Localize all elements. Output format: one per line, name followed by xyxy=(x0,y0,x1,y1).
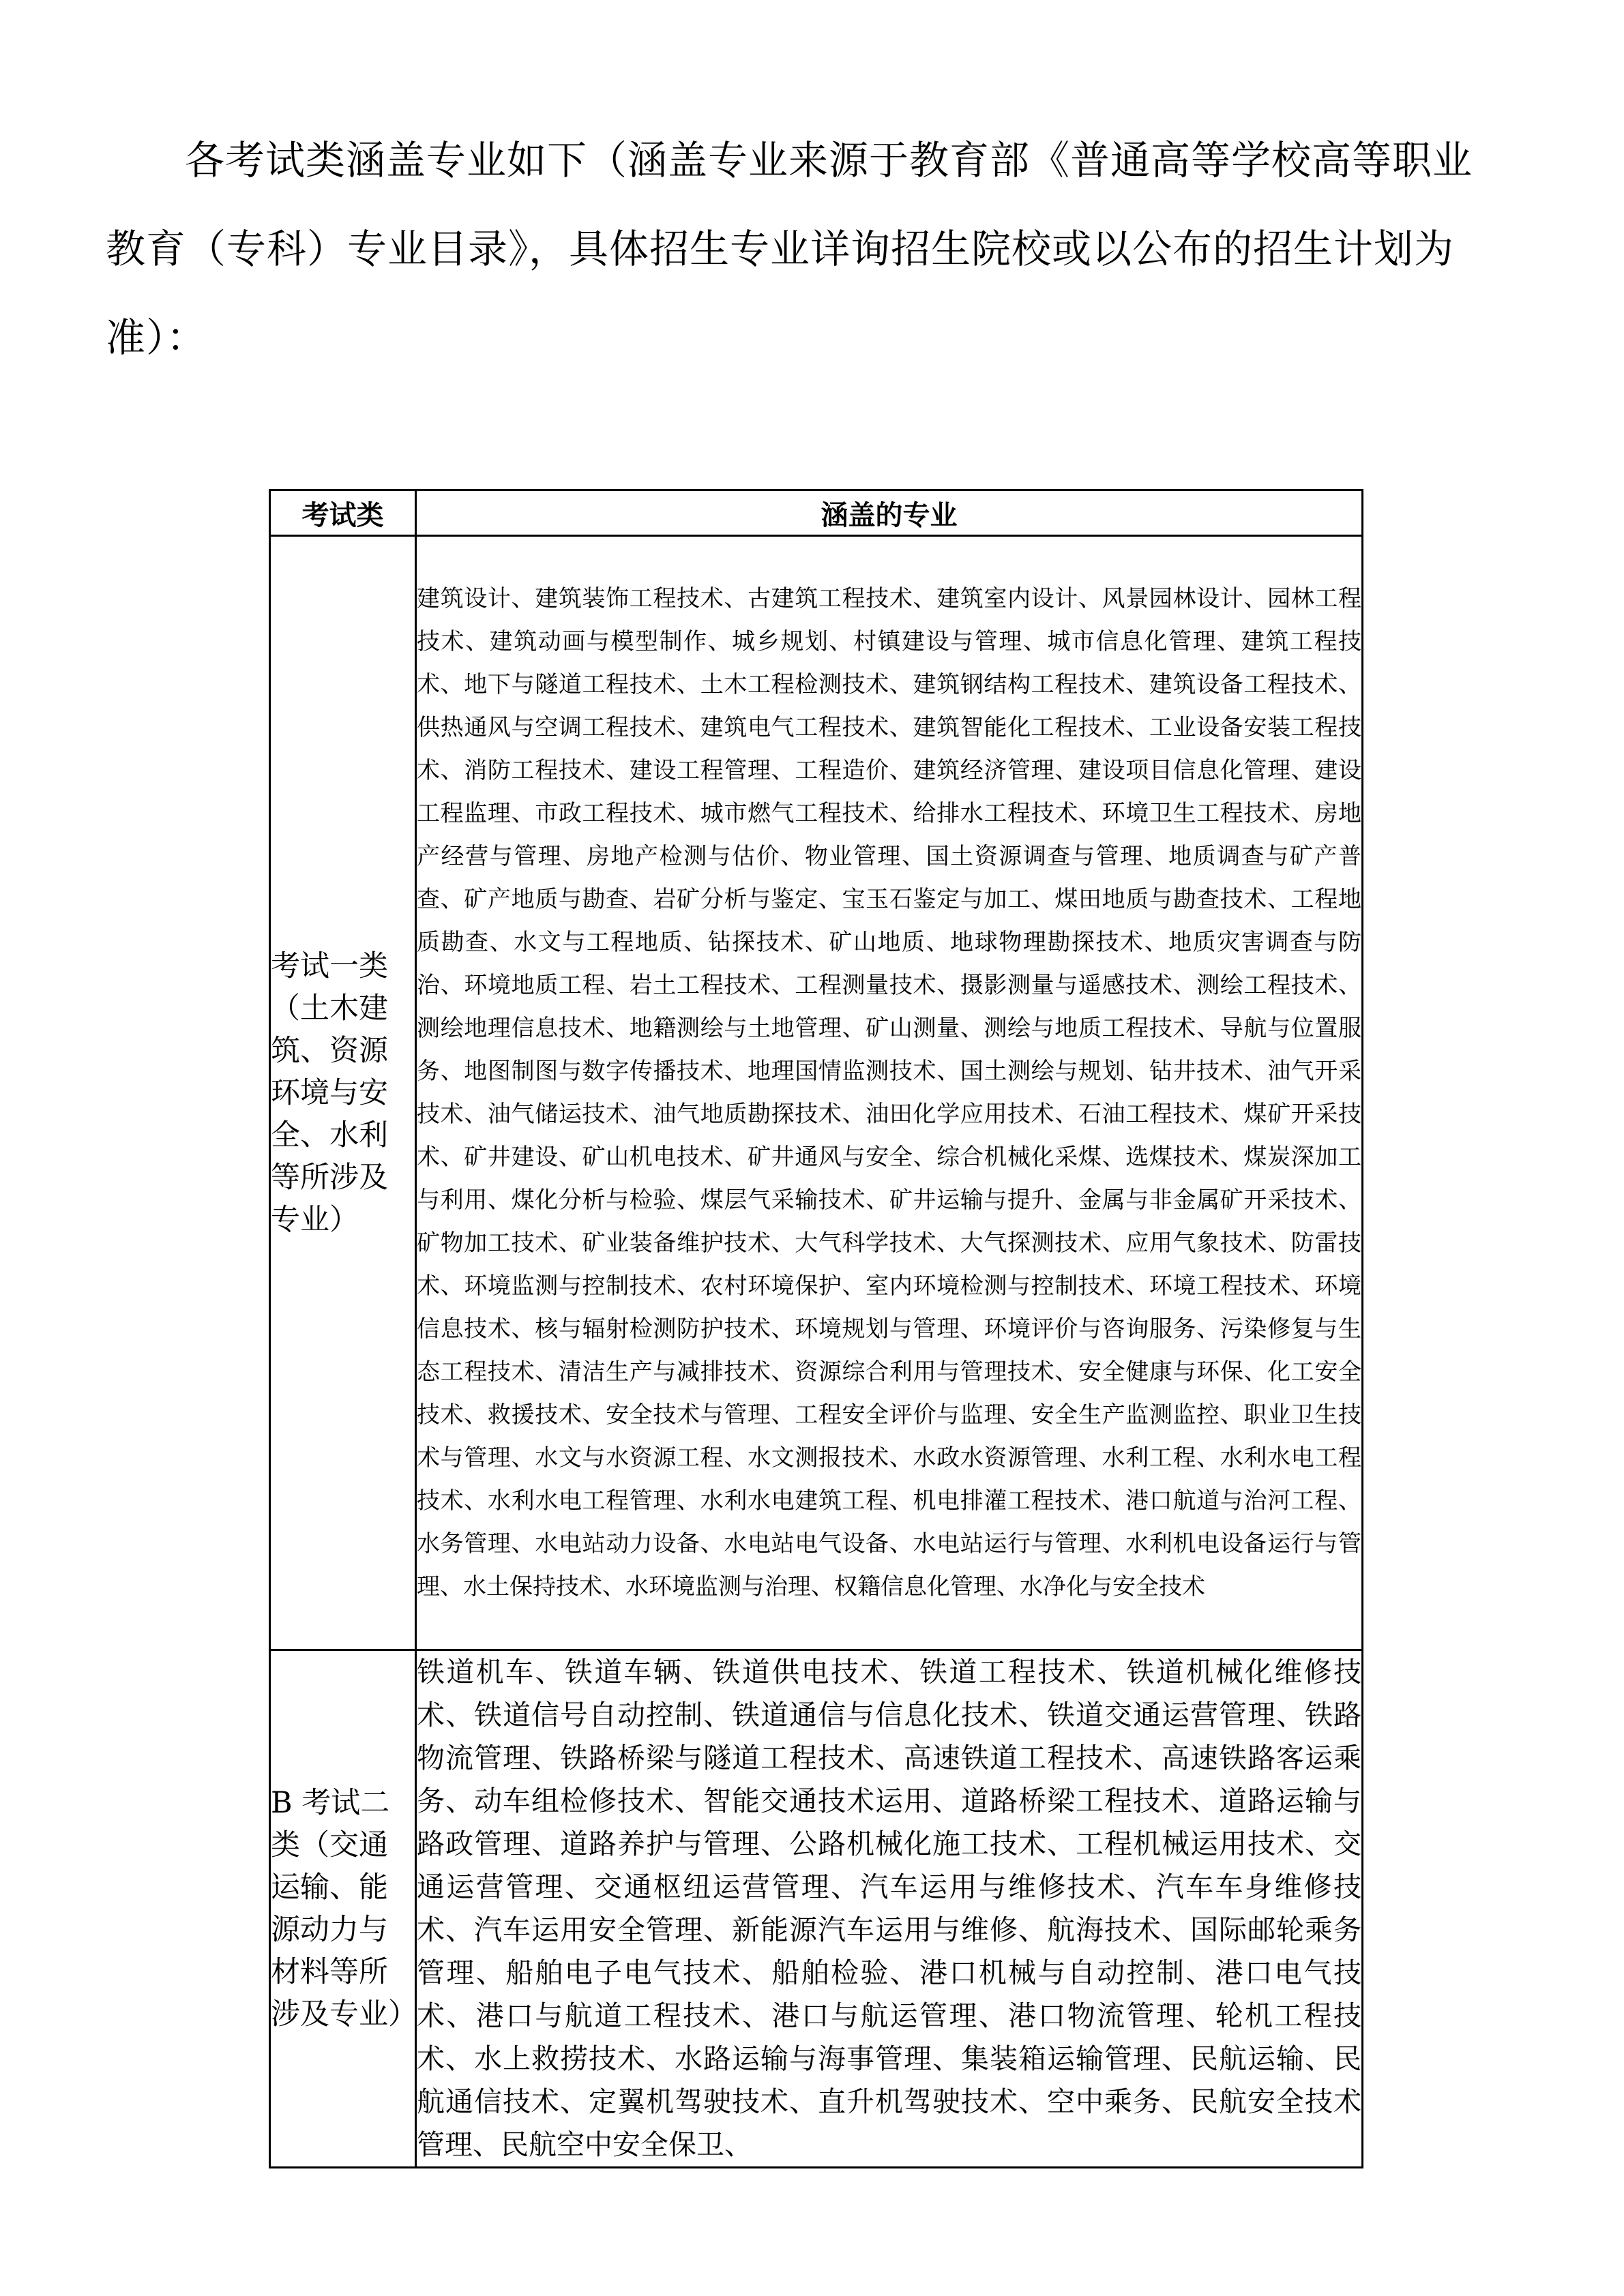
majors-table-container xyxy=(269,489,1361,2168)
table-row xyxy=(270,1650,1363,2168)
majors-table xyxy=(269,489,1363,2168)
table-header-row xyxy=(270,490,1363,536)
exam-category-cell: B 考试二类（交通运输、能源动力与材料等所涉及专业） xyxy=(270,1650,416,2168)
intro-paragraph: 各考试类涵盖专业如下（涵盖专业来源于教育部《普通高等学校高等职业教育（专科）专业目录》，具体招生专业详询招生院校或以公布的招生计划为准）： xyxy=(106,137,1473,361)
header-covered-majors: 涵盖的专业 xyxy=(416,490,1363,536)
majors-list-cell: 建筑设计、建筑装饰工程技术、古建筑工程技术、建筑室内设计、风景园林设计、园林工程技术、建筑动画与模型制作、城乡规划、村镇建设与管理、城市信息化管理、建筑工程技术、地下与隧道工程技术、土木工程检测技术、建筑钢结构工程技术、建筑设备工程技术、供热通风与空调工程技术、建筑电气工程技术、建筑智能化工程技术、工业设备安装工程技术、消防工程技术、建设工程管理、工程造价、建筑经济管理、建设项目信息化管理、建设工程监理、市政工程技术、城市燃气工程技术、给排水工程技术、环境卫生工程技术、房地产经营与管理、房地产检测与估价、物业管理、国土资源调查与管理、地质调查与矿产普查、矿产地质与勘查、岩矿分析与鉴定、宝玉石鉴定与加工、煤田地质与勘查技术、工程地质勘查、水文与工程地质、钻探技术、矿山地质、地球物理勘探技术、地质灾害调查与防治、环境地质工程、岩土工程技术、工程测量技术、摄影测量与遥感技术、测绘工程技术、测绘地理信息技术、地籍测绘与土地管理、矿山测量、测绘与地质工程技术、导航与位置服务、地图制图与数字传播技术、地理国情监测技术、国土测绘与规划、钻井技术、油气开采技术、油气储运技术、油气地质勘探技术、油田化学应用技术、石油工程技术、煤矿开采技术、矿井建设、矿山机电技术、矿井通风与安全、综合机械化采煤、选煤技术、煤炭深加工与利用、煤化分析与检验、煤层气采输技术、矿井运输与提升、金属与非金属矿开采技术、矿物加工技术、矿业装备维护技术、大气科学技术、大气探测技术、应用气象技术、防雷技术、环境监测与控制技术、农村环境保护、室内环境检测与控制技术、环境工程技术、环境信息技术、核与辐射检测防护技术、环境规划与管理、环境评价与咨询服务、污染修复与生态工程技术、清洁生产与减排技术、资源综合利用与管理技术、安全健康与环保、化工安全技术、救援技术、安全技术与管理、工程安全评价与监理、安全生产监测监控、职业卫生技术与管理、水文与水资源工程、水文测报技术、水政水资源管理、水利工程、水利水电工程技术、水利水电工程管理、水利水电建筑工程、机电排灌工程技术、港口航道与治河工程、水务管理、水电站动力设备、水电站电气设备、水电站运行与管理、水利机电设备运行与管理、水土保持技术、水环境监测与治理、权籍信息化管理、水净化与安全技术 xyxy=(416,536,1363,1650)
majors-list-cell: 铁道机车、铁道车辆、铁道供电技术、铁道工程技术、铁道机械化维修技术、铁道信号自动控制、铁道通信与信息化技术、铁道交通运营管理、铁路物流管理、铁路桥梁与隧道工程技术、高速铁道工程技术、高速铁路客运乘务、动车组检修技术、智能交通技术运用、道路桥梁工程技术、道路运输与路政管理、道路养护与管理、公路机械化施工技术、工程机械运用技术、交通运营管理、交通枢纽运营管理、汽车运用与维修技术、汽车车身维修技术、汽车运用安全管理、新能源汽车运用与维修、航海技术、国际邮轮乘务管理、船舶电子电气技术、船舶检验、港口机械与自动控制、港口电气技术、港口与航道工程技术、港口与航运管理、港口物流管理、轮机工程技术、水上救捞技术、水路运输与海事管理、集装箱运输管理、民航运输、民航通信技术、定翼机驾驶技术、直升机驾驶技术、空中乘务、民航安全技术管理、民航空中安全保卫、 xyxy=(416,1650,1363,2168)
exam-category-cell: 考试一类（土木建筑、资源环境与安全、水利等所涉及专业） xyxy=(270,536,416,1650)
header-exam-category: 考试类 xyxy=(270,490,416,536)
table-row xyxy=(270,536,1363,1650)
